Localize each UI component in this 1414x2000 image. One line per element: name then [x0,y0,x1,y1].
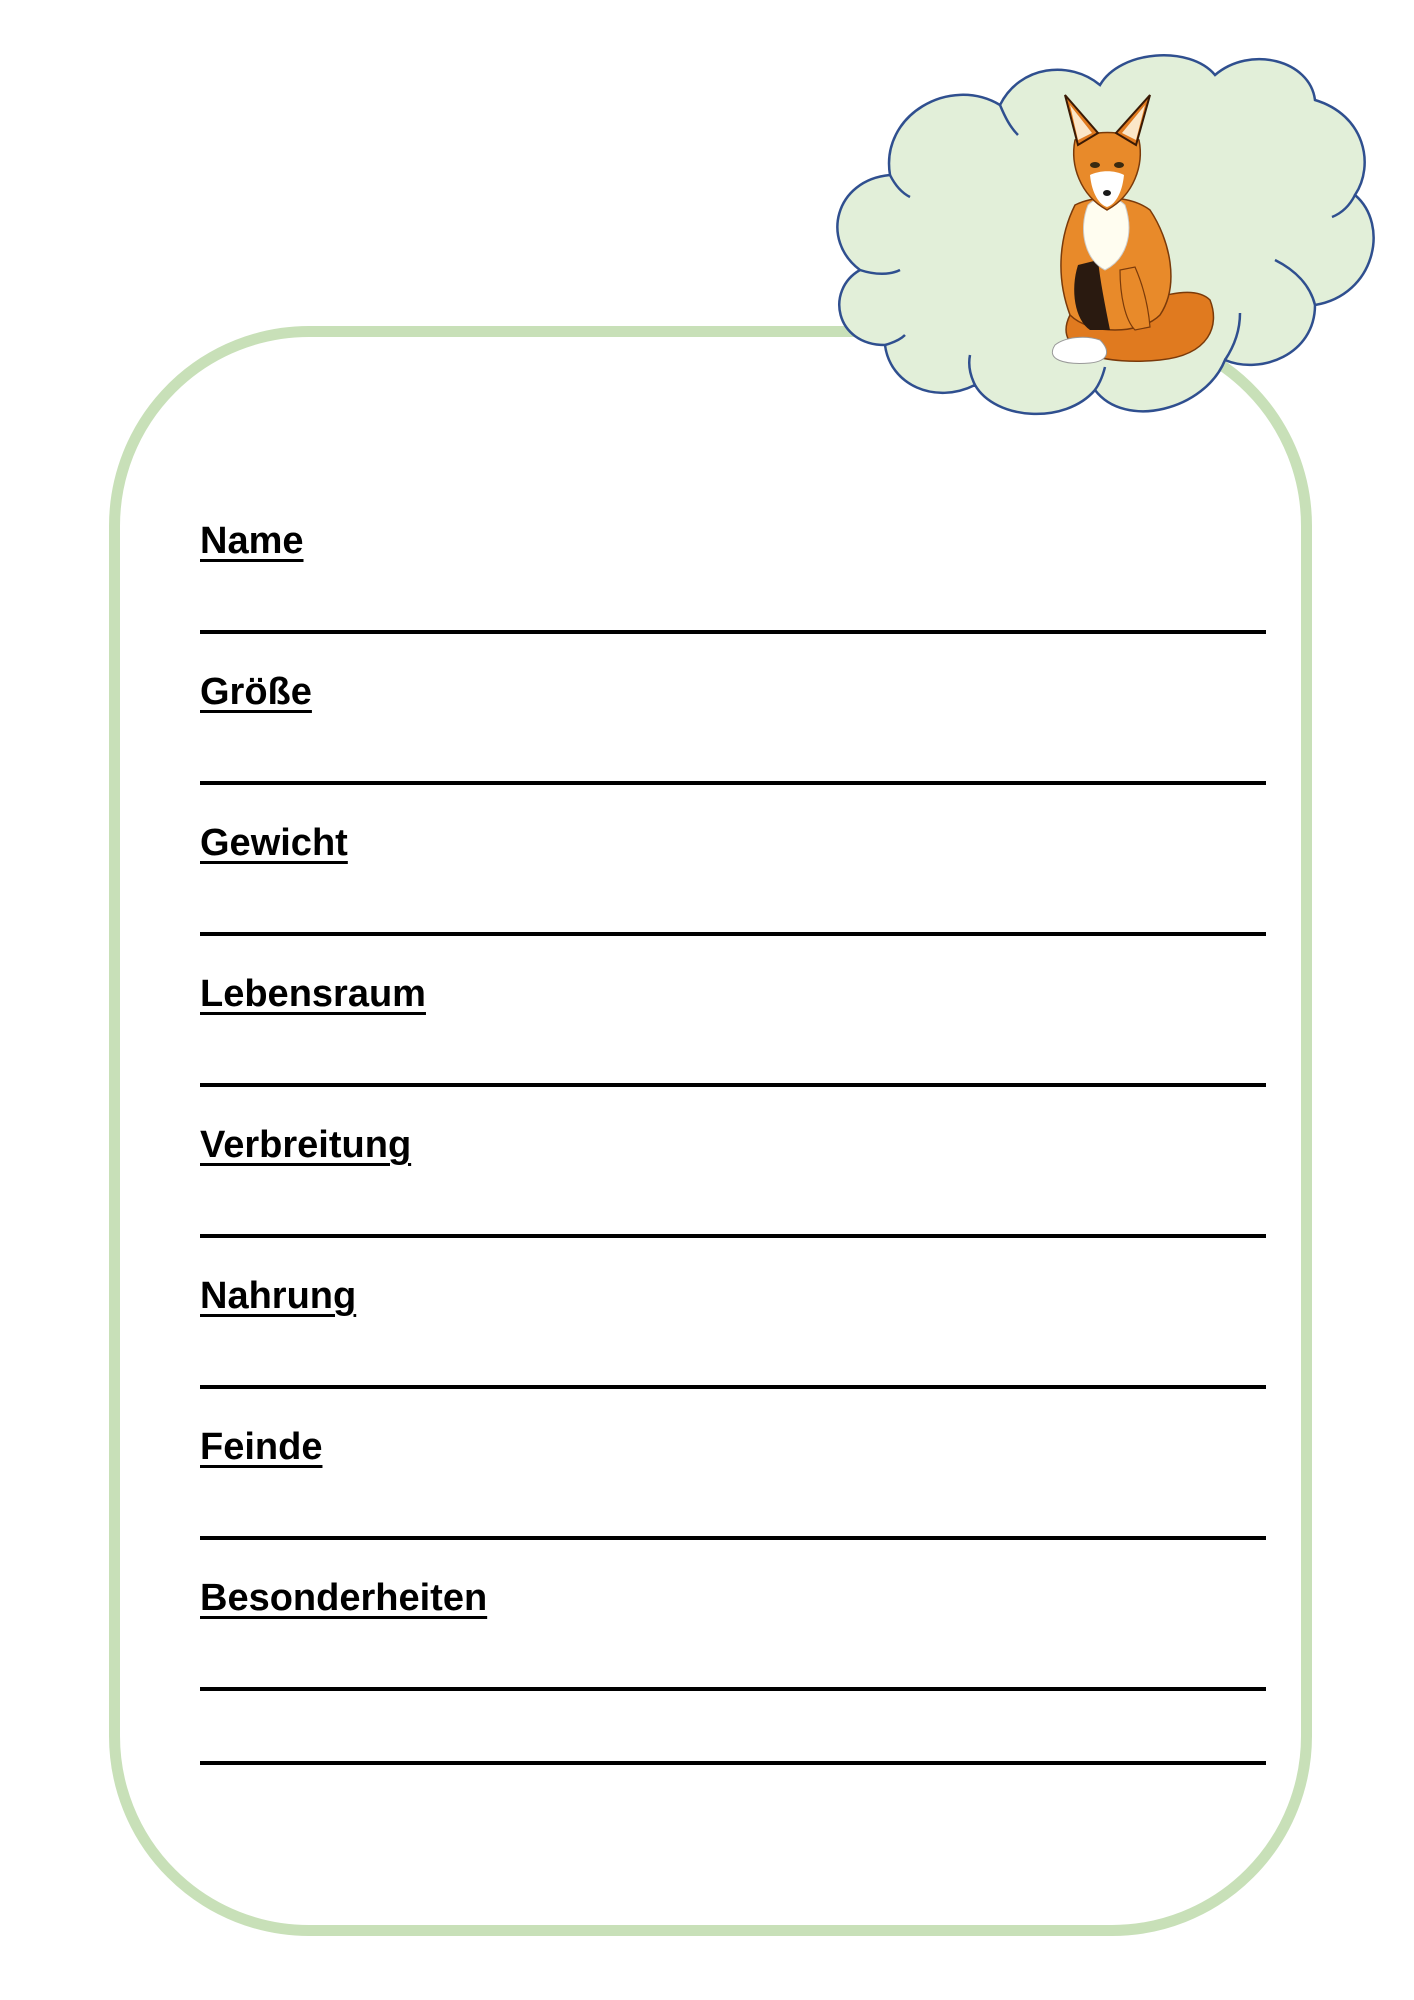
write-line-besonderheiten-1[interactable] [200,1687,1266,1691]
fox-in-cloud-icon [820,45,1400,430]
write-line-lebensraum[interactable] [200,1083,1266,1087]
field-label-groesse: Größe [200,671,312,713]
field-label-name: Name [200,520,304,562]
field-label-feinde: Feinde [200,1426,323,1468]
field-label-verbreitung: Verbreitung [200,1124,412,1166]
write-line-nahrung[interactable] [200,1385,1266,1389]
field-label-gewicht: Gewicht [200,822,348,864]
write-line-gewicht[interactable] [200,932,1266,936]
fox-cloud-illustration [820,45,1400,430]
field-label-lebensraum: Lebensraum [200,973,426,1015]
write-line-verbreitung[interactable] [200,1234,1266,1238]
write-line-groesse[interactable] [200,781,1266,785]
write-line-feinde[interactable] [200,1536,1266,1540]
write-line-besonderheiten-2[interactable] [200,1761,1266,1765]
field-label-nahrung: Nahrung [200,1275,357,1317]
field-label-besonderheiten: Besonderheiten [200,1577,488,1619]
write-line-name[interactable] [200,630,1266,634]
